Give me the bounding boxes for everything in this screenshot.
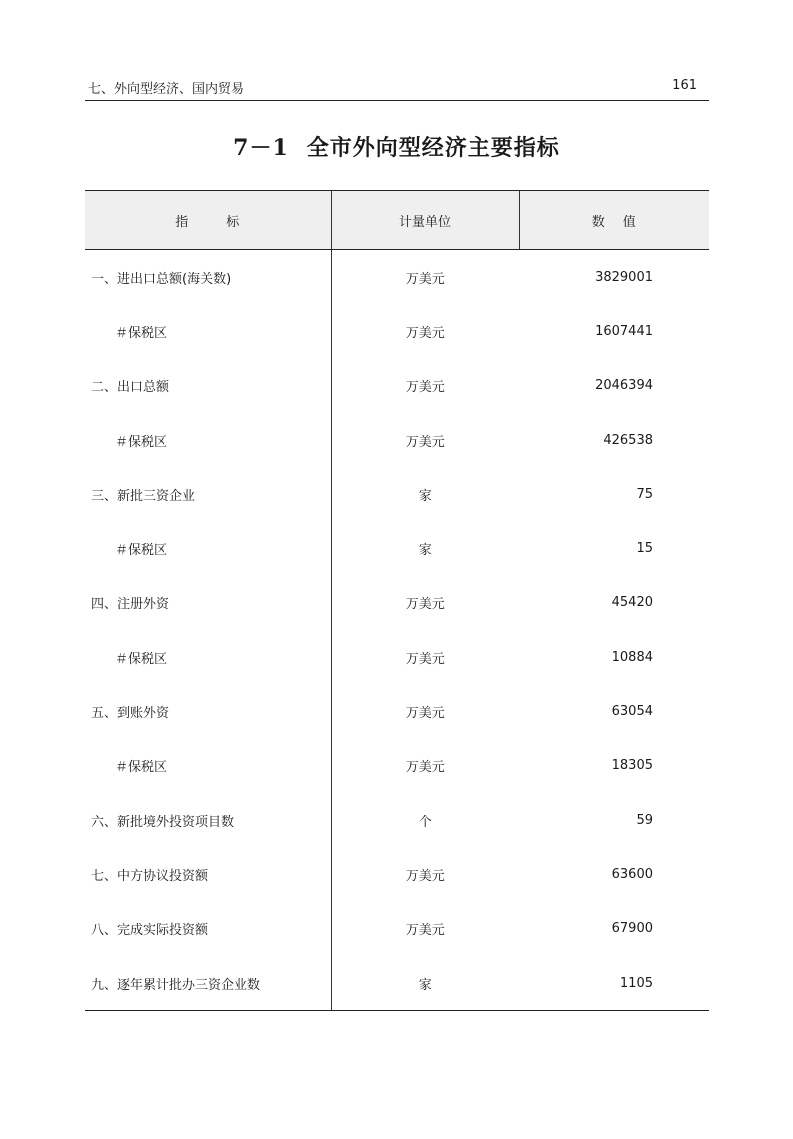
- indicator-cell: 九、逐年累计批办三资企业数: [85, 956, 331, 1011]
- table-header-row: [85, 191, 709, 250]
- table-row: [85, 250, 709, 305]
- indicator-cell: 四、注册外资: [91, 597, 170, 613]
- indicator-cell: ＃保税区: [115, 543, 168, 559]
- table-title-text: 全市外向型经济主要指标: [306, 135, 560, 161]
- table-row: [85, 413, 709, 467]
- indicator-cell: 二、出口总额: [91, 380, 170, 396]
- unit-cell: 万美元: [331, 359, 519, 413]
- table-row: [85, 902, 709, 956]
- page-number: 161: [672, 78, 697, 93]
- indicator-cell: ＃保税区: [115, 760, 168, 776]
- indicator-cell: 一、进出口总额(海关数): [91, 271, 232, 287]
- column-header-unit: 计量单位: [331, 191, 519, 250]
- running-header: [85, 76, 709, 101]
- table-row: [85, 304, 709, 358]
- unit-cell: 万美元: [331, 304, 519, 358]
- table-row: [85, 521, 709, 575]
- indicator-cell: 八、完成实际投资额: [91, 923, 209, 939]
- value-cell: 2046394: [595, 378, 653, 394]
- value-cell: 63054: [611, 704, 653, 720]
- table-row: [85, 793, 709, 847]
- unit-cell: 万美元: [331, 684, 519, 738]
- indicators-table: [85, 190, 709, 1011]
- unit-cell: 万美元: [331, 630, 519, 684]
- indicator-cell: ＃保税区: [115, 325, 168, 341]
- table-body: [85, 250, 709, 1011]
- table-row: [85, 467, 709, 521]
- indicator-cell: 三、新批三资企业: [91, 488, 196, 504]
- indicator-cell: 六、新批境外投资项目数: [91, 814, 235, 830]
- value-cell: 18305: [611, 758, 653, 774]
- column-header-value: 数值: [519, 191, 709, 250]
- indicator-cell: ＃保税区: [115, 434, 168, 450]
- table-row: [85, 847, 709, 901]
- unit-cell: 万美元: [331, 902, 519, 956]
- table-row: [85, 956, 709, 1011]
- value-cell: 426538: [603, 432, 653, 448]
- unit-cell: 万美元: [331, 413, 519, 467]
- table-number: 7－1: [233, 135, 289, 161]
- section-title: 七、外向型经济、国内贸易: [88, 82, 245, 97]
- table-row: [85, 359, 709, 413]
- table-row: [85, 630, 709, 684]
- unit-cell: 个: [331, 793, 519, 847]
- unit-cell: 家: [331, 956, 519, 1011]
- unit-cell: 万美元: [331, 847, 519, 901]
- value-cell: 1607441: [595, 323, 653, 339]
- unit-cell: 家: [331, 467, 519, 521]
- table-title: [0, 131, 793, 162]
- value-cell: 67900: [611, 921, 653, 937]
- value-cell: 75: [636, 486, 653, 502]
- value-cell: 10884: [611, 649, 653, 665]
- value-cell: 59: [636, 812, 653, 828]
- table-row: [85, 739, 709, 793]
- unit-cell: 万美元: [331, 576, 519, 630]
- indicator-cell: 五、到账外资: [91, 706, 170, 722]
- indicator-cell: 七、中方协议投资额: [91, 868, 209, 884]
- unit-cell: 万美元: [331, 250, 519, 305]
- unit-cell: 家: [331, 521, 519, 575]
- indicator-cell: ＃保税区: [115, 651, 168, 667]
- value-cell: 1105: [519, 956, 709, 1011]
- table-row: [85, 576, 709, 630]
- unit-cell: 万美元: [331, 739, 519, 793]
- table-row: [85, 684, 709, 738]
- column-header-indicator: 指标: [85, 191, 331, 250]
- value-cell: 3829001: [595, 269, 653, 285]
- value-cell: 63600: [611, 866, 653, 882]
- value-cell: 15: [636, 541, 653, 557]
- value-cell: 45420: [611, 595, 653, 611]
